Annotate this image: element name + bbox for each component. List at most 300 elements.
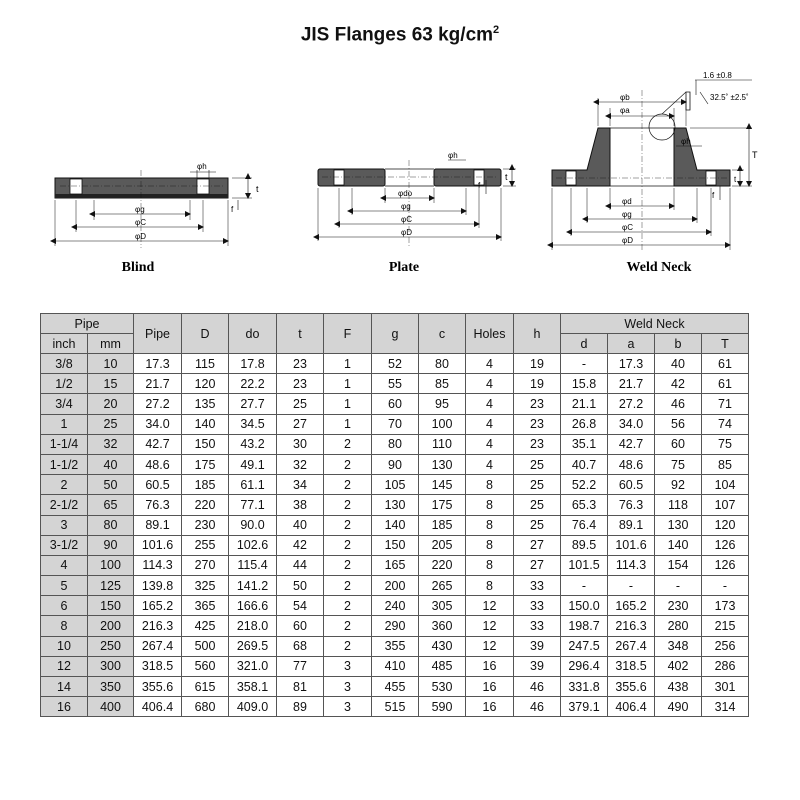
table-cell: 85 [419, 374, 466, 394]
table-cell: 130 [655, 515, 702, 535]
table-cell: 406.4 [134, 697, 182, 717]
table-cell: 33 [514, 576, 561, 596]
table-cell: 2 [324, 576, 372, 596]
weld-neck-d-label: φd [622, 197, 632, 206]
header-pipe: Pipe [134, 314, 182, 354]
weld-neck-g-label: φg [622, 210, 632, 219]
blind-d-label: φD [135, 232, 146, 241]
table-cell: 530 [419, 677, 466, 697]
table-cell: 318.5 [608, 656, 655, 676]
table-cell: 4 [466, 374, 514, 394]
table-cell: 95 [419, 394, 466, 414]
table-cell: 27 [277, 414, 324, 434]
plate-do-label: φdo [398, 189, 413, 198]
table-cell: 3 [324, 697, 372, 717]
table-cell: 165.2 [134, 596, 182, 616]
table-cell: 56 [655, 414, 702, 434]
blind-f-label: f [231, 205, 234, 214]
table-cell: 44 [277, 555, 324, 575]
table-cell: 200 [88, 616, 134, 636]
table-cell: 455 [372, 677, 419, 697]
table-cell: 220 [419, 555, 466, 575]
table-cell: 40 [88, 454, 134, 474]
table-cell: 114.3 [608, 555, 655, 575]
table-cell: 3-1/2 [41, 535, 88, 555]
table-cell: 130 [419, 454, 466, 474]
table-cell: 490 [655, 697, 702, 717]
plate-flange-drawing [318, 151, 516, 246]
header-h: h [514, 314, 561, 354]
table-cell: 27.2 [134, 394, 182, 414]
table-cell: 104 [702, 475, 749, 495]
weld-neck-c-label: φC [622, 223, 633, 232]
table-cell: 267.4 [134, 636, 182, 656]
plate-f-label: f [478, 181, 481, 190]
header-pipe-group: Pipe [41, 314, 134, 334]
table-cell: 34.5 [229, 414, 277, 434]
table-cell: 166.6 [229, 596, 277, 616]
table-cell: 296.4 [561, 656, 608, 676]
table-cell: 48.6 [608, 454, 655, 474]
table-cell: 46 [655, 394, 702, 414]
table-cell: 100 [88, 555, 134, 575]
flange-drawings [0, 60, 800, 300]
table-cell: 2 [324, 555, 372, 575]
table-cell: 30 [277, 434, 324, 454]
table-cell: 17.3 [608, 354, 655, 374]
header-g: g [372, 314, 419, 354]
header-c: c [419, 314, 466, 354]
table-cell: 49.1 [229, 454, 277, 474]
table-cell: 23 [514, 414, 561, 434]
table-cell: 81 [277, 677, 324, 697]
table-cell: 75 [702, 434, 749, 454]
table-cell: 40 [277, 515, 324, 535]
table-cell: 23 [514, 394, 561, 414]
table-cell: 355 [372, 636, 419, 656]
header-weld-neck-group: Weld Neck [561, 314, 749, 334]
flange-spec-table [40, 313, 749, 717]
table-cell: 1 [324, 354, 372, 374]
table-cell: 10 [88, 354, 134, 374]
table-cell: 126 [702, 555, 749, 575]
table-row [41, 596, 749, 616]
table-cell: 173 [702, 596, 749, 616]
table-cell: 27 [514, 535, 561, 555]
table-cell: 25 [88, 414, 134, 434]
weld-neck-detail-tolerance: 1.6 ±0.8 [703, 71, 732, 80]
table-cell: 2 [324, 434, 372, 454]
table-cell: 89.5 [561, 535, 608, 555]
table-cell: 80 [372, 434, 419, 454]
table-cell: 400 [88, 697, 134, 717]
table-cell: 77 [277, 656, 324, 676]
table-cell: 379.1 [561, 697, 608, 717]
weld-neck-T-label: T [752, 150, 758, 160]
table-cell: 402 [655, 656, 702, 676]
table-cell: 25 [514, 475, 561, 495]
table-cell: 410 [372, 656, 419, 676]
table-cell: 355.6 [134, 677, 182, 697]
table-cell: 107 [702, 495, 749, 515]
table-cell: 60.5 [608, 475, 655, 495]
header-F: F [324, 314, 372, 354]
table-cell: 16 [466, 656, 514, 676]
table-cell: 16 [466, 677, 514, 697]
table-cell: 2 [41, 475, 88, 495]
table-cell: 120 [702, 515, 749, 535]
table-cell: 314 [702, 697, 749, 717]
table-cell: 8 [466, 535, 514, 555]
header-mm: mm [88, 334, 134, 354]
table-cell: 485 [419, 656, 466, 676]
table-cell: 150.0 [561, 596, 608, 616]
table-cell: 130 [372, 495, 419, 515]
table-row [41, 555, 749, 575]
table-cell: 90 [88, 535, 134, 555]
table-cell: 77.1 [229, 495, 277, 515]
table-cell: 90 [372, 454, 419, 474]
weld-neck-D-label: φD [622, 236, 633, 245]
table-cell: 1 [324, 394, 372, 414]
weld-neck-caption: Weld Neck [626, 260, 692, 275]
table-cell: 39 [514, 636, 561, 656]
blind-c-label: φC [135, 218, 146, 227]
table-cell: 135 [182, 394, 229, 414]
table-cell: 50 [88, 475, 134, 495]
table-cell: 25 [514, 515, 561, 535]
table-cell: 26.8 [561, 414, 608, 434]
table-cell: 615 [182, 677, 229, 697]
table-cell: 305 [419, 596, 466, 616]
table-cell: 360 [419, 616, 466, 636]
table-cell: 34.0 [134, 414, 182, 434]
table-row [41, 454, 749, 474]
table-cell: 33 [514, 596, 561, 616]
table-cell: 118 [655, 495, 702, 515]
table-cell: 89.1 [608, 515, 655, 535]
table-cell: 8 [466, 515, 514, 535]
table-cell: 48.6 [134, 454, 182, 474]
table-cell: 27.2 [608, 394, 655, 414]
table-cell: 256 [702, 636, 749, 656]
table-cell: 200 [372, 576, 419, 596]
header-T: T [702, 334, 749, 354]
table-cell: 165 [372, 555, 419, 575]
table-cell: 409.0 [229, 697, 277, 717]
table-cell: 12 [466, 616, 514, 636]
table-cell: 126 [702, 535, 749, 555]
weld-neck-b-label: φb [620, 93, 630, 102]
header-do: do [229, 314, 277, 354]
table-cell: 23 [514, 434, 561, 454]
page-title: JIS Flanges 63 $kg/cm^2$ [300, 24, 500, 46]
table-cell: 60 [372, 394, 419, 414]
table-cell: 218.0 [229, 616, 277, 636]
table-cell: 101.6 [134, 535, 182, 555]
plate-g-label: φg [401, 202, 411, 211]
table-cell: 12 [41, 656, 88, 676]
table-row [41, 354, 749, 374]
table-cell: 321.0 [229, 656, 277, 676]
table-cell: 300 [88, 656, 134, 676]
table-cell: 4 [466, 354, 514, 374]
table-cell: 38 [277, 495, 324, 515]
weld-neck-h-label: φh [681, 137, 691, 146]
table-cell: 205 [419, 535, 466, 555]
table-cell: 175 [419, 495, 466, 515]
table-cell: 4 [41, 555, 88, 575]
table-cell: 89.1 [134, 515, 182, 535]
table-cell: 267.4 [608, 636, 655, 656]
table-cell: 80 [419, 354, 466, 374]
table-cell: 348 [655, 636, 702, 656]
table-cell: 25 [514, 454, 561, 474]
table-cell: 42.7 [608, 434, 655, 454]
table-cell: 50 [277, 576, 324, 596]
table-row [41, 677, 749, 697]
table-row [41, 434, 749, 454]
table-row [41, 515, 749, 535]
table-cell: 85 [702, 454, 749, 474]
table-cell: 230 [182, 515, 229, 535]
table-cell: 230 [655, 596, 702, 616]
table-cell: 125 [88, 576, 134, 596]
table-cell: 46 [514, 697, 561, 717]
table-cell: 3/4 [41, 394, 88, 414]
table-cell: 34.0 [608, 414, 655, 434]
table-cell: 76.3 [134, 495, 182, 515]
table-row [41, 374, 749, 394]
table-cell: 21.7 [608, 374, 655, 394]
table-cell: 60.5 [134, 475, 182, 495]
weld-neck-detail-angle: 32.5˚ ±2.5˚ [710, 93, 749, 102]
table-cell: 406.4 [608, 697, 655, 717]
table-cell: 331.8 [561, 677, 608, 697]
plate-h-label: φh [448, 151, 458, 160]
weld-neck-flange-drawing [552, 71, 758, 250]
table-cell: 52.2 [561, 475, 608, 495]
table-cell: 65.3 [561, 495, 608, 515]
table-cell: 17.8 [229, 354, 277, 374]
table-cell: 141.2 [229, 576, 277, 596]
table-cell: 1-1/4 [41, 434, 88, 454]
table-cell: 8 [466, 555, 514, 575]
table-cell: 120 [182, 374, 229, 394]
table-cell: 216.3 [608, 616, 655, 636]
table-cell: 325 [182, 576, 229, 596]
table-cell: 438 [655, 677, 702, 697]
table-cell: 42 [277, 535, 324, 555]
weld-neck-a-label: φa [620, 106, 630, 115]
table-row [41, 475, 749, 495]
table-cell: 74 [702, 414, 749, 434]
table-cell: 3 [324, 656, 372, 676]
header-D: D [182, 314, 229, 354]
table-cell: 115.4 [229, 555, 277, 575]
table-cell: 2 [324, 596, 372, 616]
table-cell: 80 [88, 515, 134, 535]
table-cell: 185 [419, 515, 466, 535]
table-cell: 16 [466, 697, 514, 717]
table-cell: 4 [466, 414, 514, 434]
table-cell: 150 [88, 596, 134, 616]
table-cell: 280 [655, 616, 702, 636]
table-cell: 2 [324, 616, 372, 636]
table-cell: 54 [277, 596, 324, 616]
table-cell: 1-1/2 [41, 454, 88, 474]
table-cell: 23 [277, 374, 324, 394]
table-cell: 101.6 [608, 535, 655, 555]
table-cell: 25 [277, 394, 324, 414]
table-row [41, 636, 749, 656]
table-cell: 150 [182, 434, 229, 454]
table-cell: 355.6 [608, 677, 655, 697]
table-cell: 42 [655, 374, 702, 394]
table-cell: 71 [702, 394, 749, 414]
table-cell: 8 [466, 495, 514, 515]
header-inch: inch [41, 334, 88, 354]
table-cell: 560 [182, 656, 229, 676]
table-cell: 215 [702, 616, 749, 636]
table-cell: 145 [419, 475, 466, 495]
table-cell: 265 [419, 576, 466, 596]
table-row [41, 414, 749, 434]
table-row [41, 495, 749, 515]
table-cell: 55 [372, 374, 419, 394]
table-cell: 8 [466, 576, 514, 596]
blind-t-label: t [256, 184, 259, 194]
table-cell: 4 [466, 454, 514, 474]
table-cell: 175 [182, 454, 229, 474]
table-cell: 5 [41, 576, 88, 596]
table-cell: 61 [702, 354, 749, 374]
table-cell: 32 [88, 434, 134, 454]
table-cell: 350 [88, 677, 134, 697]
table-cell: 20 [88, 394, 134, 414]
blind-h-label: φh [197, 162, 207, 171]
table-row [41, 394, 749, 414]
table-cell: 52 [372, 354, 419, 374]
table-cell: 500 [182, 636, 229, 656]
table-cell: 70 [372, 414, 419, 434]
table-cell: 2 [324, 495, 372, 515]
table-cell: - [561, 576, 608, 596]
table-cell: 76.3 [608, 495, 655, 515]
table-cell: 40.7 [561, 454, 608, 474]
table-cell: 165.2 [608, 596, 655, 616]
table-cell: 8 [41, 616, 88, 636]
table-cell: 4 [466, 394, 514, 414]
table-cell: 10 [41, 636, 88, 656]
plate-c-label: φC [401, 215, 412, 224]
table-cell: 358.1 [229, 677, 277, 697]
table-cell: 90.0 [229, 515, 277, 535]
table-cell: 14 [41, 677, 88, 697]
table-cell: 12 [466, 596, 514, 616]
table-cell: 3 [324, 677, 372, 697]
table-cell: 75 [655, 454, 702, 474]
table-cell: 102.6 [229, 535, 277, 555]
table-cell: 430 [419, 636, 466, 656]
table-cell: 105 [372, 475, 419, 495]
table-cell: 3/8 [41, 354, 88, 374]
table-cell: 139.8 [134, 576, 182, 596]
table-cell: 318.5 [134, 656, 182, 676]
header-a: a [608, 334, 655, 354]
table-cell: 216.3 [134, 616, 182, 636]
table-cell: 8 [466, 475, 514, 495]
table-cell: 154 [655, 555, 702, 575]
table-cell: 40 [655, 354, 702, 374]
header-d: d [561, 334, 608, 354]
table-cell: 101.5 [561, 555, 608, 575]
table-cell: 3 [41, 515, 88, 535]
table-cell: 15 [88, 374, 134, 394]
table-cell: 25 [514, 495, 561, 515]
table-cell: 301 [702, 677, 749, 697]
table-cell: 19 [514, 354, 561, 374]
plate-d-label: φD [401, 228, 412, 237]
table-cell: 240 [372, 596, 419, 616]
table-cell: 92 [655, 475, 702, 495]
table-cell: 33 [514, 616, 561, 636]
table-cell: - [655, 576, 702, 596]
table-cell: 286 [702, 656, 749, 676]
table-cell: 1 [41, 414, 88, 434]
table-cell: - [561, 354, 608, 374]
table-cell: 61 [702, 374, 749, 394]
blind-flange-drawing [55, 162, 259, 248]
table-cell: 290 [372, 616, 419, 636]
table-cell: 590 [419, 697, 466, 717]
table-cell: 16 [41, 697, 88, 717]
table-cell: 89 [277, 697, 324, 717]
weld-neck-t-label: t [734, 175, 737, 184]
table-cell: 185 [182, 475, 229, 495]
table-cell: 61.1 [229, 475, 277, 495]
weld-neck-f-label: f [712, 191, 715, 200]
table-cell: 17.3 [134, 354, 182, 374]
table-row [41, 616, 749, 636]
table-cell: 220 [182, 495, 229, 515]
table-cell: 140 [655, 535, 702, 555]
table-cell: 23 [277, 354, 324, 374]
table-cell: 150 [372, 535, 419, 555]
blind-caption: Blind [121, 260, 155, 275]
table-cell: 2 [324, 535, 372, 555]
table-cell: 255 [182, 535, 229, 555]
table-cell: 110 [419, 434, 466, 454]
table-cell: 1/2 [41, 374, 88, 394]
table-cell: 247.5 [561, 636, 608, 656]
table-cell: 60 [655, 434, 702, 454]
table-cell: 35.1 [561, 434, 608, 454]
table-cell: 140 [372, 515, 419, 535]
table-cell: - [702, 576, 749, 596]
plate-caption: Plate [388, 260, 420, 275]
table-row [41, 535, 749, 555]
table-cell: 60 [277, 616, 324, 636]
table-cell: 2 [324, 515, 372, 535]
table-cell: 250 [88, 636, 134, 656]
table-cell: 32 [277, 454, 324, 474]
table-cell: 6 [41, 596, 88, 616]
table-cell: 76.4 [561, 515, 608, 535]
table-cell: 198.7 [561, 616, 608, 636]
table-cell: 15.8 [561, 374, 608, 394]
table-cell: 19 [514, 374, 561, 394]
